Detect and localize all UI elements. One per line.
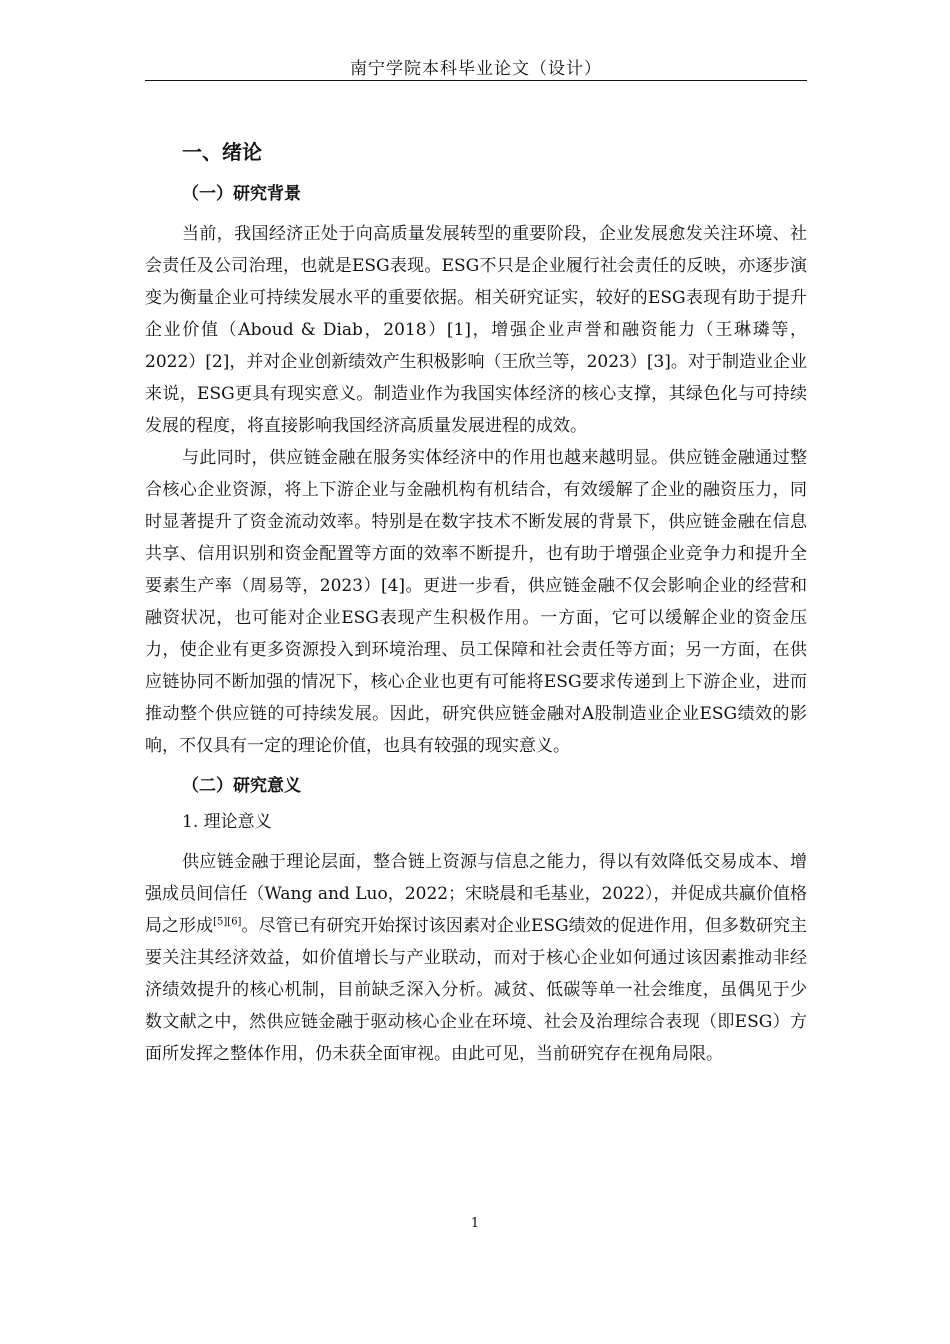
citation-superscript: [5][6] — [213, 916, 242, 928]
page-body — [145, 136, 807, 1070]
paragraph-text-part-2: 。尽管已有研究开始探讨该因素对企业ESG绩效的促进作用，但多数研究主要关注其经济效益，如价值增长与产业联动，而对于核心企业如何通过该因素推动非经济绩效提升的核心机制，目前缺乏深入分析。减贫、低碳等单一社会维度，虽偶见于少数文献之中，然供应链金融于驱动核心企业在环境、社会及治理综合表现（即ESG）方面所发挥之整体作用，仍未获全面审视。由此可见，当前研究存在视角局限。 — [145, 916, 808, 1064]
running-header: 南宁学院本科毕业论文（设计） — [350, 59, 602, 79]
page-number: 1 — [470, 1216, 480, 1231]
paragraph-theoretical-significance — [145, 846, 807, 1070]
section-heading-significance: （二）研究意义 — [182, 776, 301, 796]
subheading-theoretical-significance: 1. 理论意义 — [182, 812, 272, 832]
paragraph-text-part-1: 供应链金融于理论层面，整合链上资源与信息之能力，得以有效降低交易成本、增强成员间信任（Wang and Luo，2022；宋晓晨和毛基业，2022），并促成共赢价值格局之形成 — [145, 852, 807, 936]
paragraph-background-1: 当前，我国经济正处于向高质量发展转型的重要阶段，企业发展愈发关注环境、社会责任及公司治理，也就是ESG表现。ESG不只是企业履行社会责任的反映，亦逐步演变为衡量企业可持续发展水平的重要依据。相关研究证实，较好的ESG表现有助于提升企业价值（Aboud & Diab，2018）[1]，增强企业声誉和融资能力（王琳璘等，2022）[2]，并对企业创新绩效产生积极影响（王欣兰等，2023）[3]。对于制造业企业来说，ESG更具有现实意义。制造业作为我国实体经济的核心支撑，其绿色化与可持续发展的程度，将直接影响我国经济高质量发展进程的成效。 — [145, 224, 807, 436]
header-rule — [145, 80, 807, 81]
section-heading-background: （一）研究背景 — [182, 184, 301, 204]
paragraph-background-2: 与此同时，供应链金融在服务实体经济中的作用也越来越明显。供应链金融通过整合核心企业资源，将上下游企业与金融机构有机结合，有效缓解了企业的融资压力，同时显著提升了资金流动效率。特别是在数字技术不断发展的背景下，供应链金融在信息共享、信用识别和资金配置等方面的效率不断提升，也有助于增强企业竞争力和提升全要素生产率（周易等，2023）[4]。更进一步看，供应链金融不仅会影响企业的经营和融资状况，也可能对企业ESG表现产生积极作用。一方面，它可以缓解企业的资金压力，使企业有更多资源投入到环境治理、员工保障和社会责任等方面；另一方面，在供应链协同不断加强的情况下，核心企业也更有可能将ESG要求传递到上下游企业，进而推动整个供应链的可持续发展。因此，研究供应链金融对A股制造业企业ESG绩效的影响，不仅具有一定的理论价值，也具有较强的现实意义。 — [145, 448, 807, 756]
chapter-heading: 一、绪论 — [182, 140, 262, 164]
